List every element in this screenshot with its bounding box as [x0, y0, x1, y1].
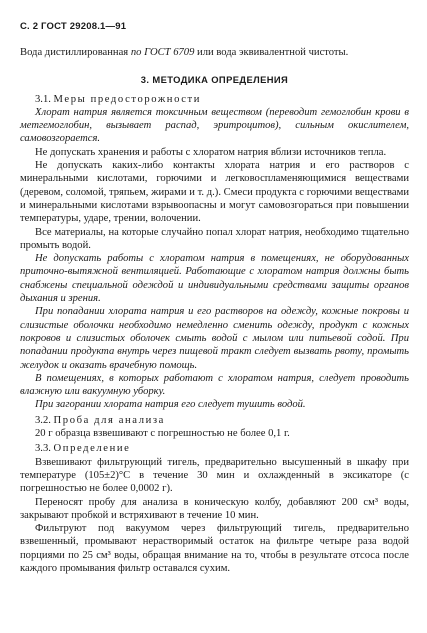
paragraph-toxicity: Хлорат натрия является токсичным веществом (переводит гемоглобин крови в метгемоглобин, вызывает распад, эритроцитов), сильным окислителем, самовозгорается.: [20, 106, 409, 145]
paragraph-contacts: Не допускать каких-либо контакты хлората натрия и его растворов с минеральными кислотами, горючими и легковоспламеняющимися веществами (деревом, соломой, тряпьем, жирами и т. д.). Смеси продукта с горючими веществами и минеральными кислотами взрывоопасны и могут самовозгораться при повышении температуры, ударе, трении, волочении.: [20, 160, 409, 225]
paragraph-materials: Все материалы, на которые случайно попал хлорат натрия, необходимо тщательно промыть водой.: [20, 226, 409, 251]
subsection-3-2-heading: [20, 414, 409, 427]
paragraph-fire: При загорании хлората натрия его следует тушить водой.: [35, 399, 306, 411]
section-title: 3. МЕТОДИКА ОПРЕДЕЛЕНИЯ: [140, 74, 289, 86]
intro-text-a: Вода дистиллированная: [20, 47, 131, 58]
subsection-3-1-heading: [20, 93, 409, 106]
subsection-number: 3.2.: [35, 414, 51, 426]
paragraph-transfer: Переносят пробу для анализа в коническую колбу, добавляют 200 см³ воды, закрывают пробкой и встряхивают в течение 10 мин.: [20, 496, 409, 521]
paragraph-filtration: Фильтруют под вакуумом через фильтрующий тигель, предварительно взвешенный, промывают нерастворимый остаток на фильтре четыре раза водой порциями по 25 см³ воды, обращая внимание на то, чтобы в результате отсоса после каждого промывания фильтр оставался сухим.: [20, 523, 409, 574]
subsection-number: 3.1.: [35, 93, 51, 105]
subsection-title: Проба для анализа: [53, 414, 165, 426]
paragraph-weighing: Взвешивают фильтрующий тигель, предварительно высушенный в шкафу при температуре (105±2)°С в течение 30 мин и охлажденный в эксикаторе (с погрешностью не более 0,0002 г).: [20, 456, 409, 495]
subsection-title: Определение: [53, 443, 131, 455]
paragraph-sample: 20 г образца взвешивают с погрешностью не более 0,1 г.: [35, 428, 290, 440]
page-header: С. 2 ГОСТ 29208.1—91: [20, 21, 127, 32]
subsection-number: 3.3.: [35, 443, 51, 455]
document-body: [20, 46, 409, 575]
paragraph-first-aid: При попадании хлората натрия и его растворов на одежду, кожные покровы и слизистые оболочки необходимо немедленно сменить одежду, продукт с кожных покровов и слизистых оболочек смыть водой с мылом или питьевой содой. При попадании продукта внутрь через пищевой тракт следует вызвать рвоту, промыть желудок и оказать врачебную помощь.: [20, 306, 409, 371]
standard-reference: по ГОСТ 6709: [130, 47, 195, 58]
paragraph-cleaning: В помещениях, в которых работают с хлоратом натрия, следует проводить влажную или вакуумную уборку.: [20, 372, 409, 398]
subsection-3-3-heading: [20, 442, 409, 455]
intro-text-b: или вода эквивалентной чистоты.: [194, 47, 349, 58]
paragraph-storage: Не допускать хранения и работы с хлоратом натрия вблизи источников тепла.: [35, 146, 387, 158]
intro-paragraph: [20, 46, 409, 59]
subsection-title: Меры предосторожности: [53, 93, 202, 105]
paragraph-ventilation: Не допускать работы с хлоратом натрия в помещениях, не оборудованных приточно-вытяжной вентиляцией. Работающие с хлоратом натрия должны быть снабжены специальной одеждой и индивидуальными средствами защиты органов дыхания и зрения.: [20, 253, 409, 305]
